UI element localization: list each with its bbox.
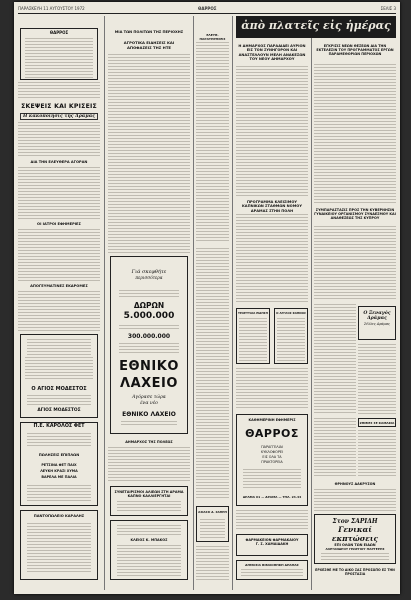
tharros-ad-line: ΠΑΡΑΓΓΕΛΙΑΙ xyxy=(261,445,283,449)
lottery-tag2: ένα νέο xyxy=(140,401,158,406)
article-heading: Η ΔΗΜΑΡΧΟΣ ΠΑΡΑΔΙΔΕΙ ΑΥΡΙΟΝ ΕΙΣ ΤΟΝ ΣΥΝΗΓΟΡΟΝ ΚΑΙ ΑΝΑΣΤΕΛΛΟΥΝ ΜΕΛΗ ΑΝΑΚΕΣΩΝ ΤΟΥ ΝΕΟΥ ΔΗΜΑΡΧΟΥ xyxy=(238,44,306,62)
article-heading: ΟΙ ΙΑΤΡΟΙ ΕΦΗΜΕΡΙΕΣ xyxy=(37,222,81,226)
column-2 xyxy=(108,16,190,590)
column-divider xyxy=(104,16,105,590)
ad-text xyxy=(239,318,267,362)
paper-name: ΘΑΡΡΟΣ xyxy=(198,6,217,11)
column-divider xyxy=(232,16,233,590)
lottery-brand1: ΕΘΝΙΚΟ xyxy=(119,359,179,374)
body-text xyxy=(314,64,396,204)
banner-title: ἀπὸ πλατεῖς εἰς ἡμέρας xyxy=(241,19,391,32)
pharmacy-title: ΦΑΡΜΑΚΕΙΟΝ ΦΑΡΜΑΚΑΙΟΥ xyxy=(245,538,299,542)
news-box xyxy=(236,308,270,364)
tharros-ad-head: ΚΑΘΗΜΕΡΙΝΗ ΕΦΗΜΕΡΙΣ xyxy=(248,418,296,422)
ad-title: ΠΑΝΤΟΠΩΛΕΙΟ ΚΑΡΑΛΗΣ xyxy=(33,514,85,518)
body-text xyxy=(236,510,308,530)
ad-text xyxy=(27,395,91,405)
body-text xyxy=(108,54,190,254)
ad-text xyxy=(27,485,91,503)
masthead-box xyxy=(20,28,98,80)
ad-text xyxy=(119,325,179,331)
article-heading: ΠΡΟΓΡΑΜΜΑ ΚΛΕΙΣΙΜΟΥ ΚΑΠΝΙΚΩΝ ΣΤΑΘΜΩΝ ΝΟΜΟΥ ΔΡΑΜΑΣ ΣΤΗΝ ΠΟΛΗ xyxy=(242,200,302,213)
article-heading: ΣΥΜΠΑΡΑΣΤΑΣΙΣ ΠΡΟΣ ΤΗΝ ΚΥΒΕΡΝΗΣΙΝ ΓΥΝΑΙΚΕΙΟΥ ΟΡΓΑΝΙΣΜΟΥ ΣΥΝΔΕΣΜΟΥ ΚΑΙ ΑΝΑΘΕΣΕΩΣ ΤΗΣ ΚΥΠΡΟΥ xyxy=(314,208,396,221)
xenagos-sub: Σέλλες Δράμας xyxy=(364,321,390,326)
notice-title: ΚΛΕΙΟΣ Κ. ΜΠΑΚΟΣ xyxy=(130,538,168,542)
body-text xyxy=(314,489,396,511)
saridis-owner: ΑΛΕΞΑΝΔΡΟΥ ΓΕΩΡΓΙΟΥ ΠΑΡΤΕΡΗΣ xyxy=(325,547,385,551)
pharmacy-ad xyxy=(236,534,308,556)
tharros-ad-line: ΕΙΣ ΟΛΑ ΤΑ xyxy=(262,455,282,459)
ad-text xyxy=(243,469,301,489)
ad-text xyxy=(277,318,305,362)
column-title: Η κακοποίησις της Δράμας xyxy=(20,113,98,120)
ad-title: Ο ΑΓΙΟΣ ΜΟΔΕΣΤΟΣ xyxy=(31,386,87,392)
ad-text xyxy=(119,343,179,355)
newspaper-page xyxy=(14,2,400,594)
ad-line: ΛΕΥΚΗ ΚΡΑΣΙ ΧΥΜΑ xyxy=(40,469,78,473)
body-text xyxy=(236,66,308,196)
body-text xyxy=(358,430,396,478)
ad-bottom xyxy=(20,510,98,580)
ad-text xyxy=(25,357,93,381)
news-box-title: ΤΕΛΕΥΤΑΙΑ ΕΙΔΗΣΗ xyxy=(238,311,268,315)
ad-text xyxy=(200,519,225,539)
lottery-tag1: Αγόρασε τώρα xyxy=(132,395,166,400)
lottery-line1: Γιά σκεφθήτε xyxy=(131,269,167,275)
tharros-ad xyxy=(236,414,308,506)
body-text xyxy=(314,418,356,478)
ad-line: ΡΕΤΣΙΝΑ ΦΕΤ ΠΑΙΧ xyxy=(41,463,77,467)
page-header xyxy=(18,5,396,13)
column-5 xyxy=(314,16,396,590)
body-text xyxy=(236,214,308,304)
ad-line: ΒΑΡΕΛΑ ΜΕ ΠΑΛΙΑ xyxy=(41,475,77,479)
ad-karolos xyxy=(20,422,98,506)
article-heading: ΔΗΜΑΡΧΟΣ ΤΗΣ ΠΟΛΕΩΣ xyxy=(125,440,173,444)
body-text xyxy=(314,226,396,300)
lottery-ad xyxy=(110,256,188,434)
ad-text xyxy=(121,421,177,427)
masthead-title: ΘΑΡΡΟΣ xyxy=(49,30,69,35)
lottery-total: 300.000.000 xyxy=(127,333,171,340)
xenagos-box xyxy=(358,306,396,340)
tharros-ad-line: ΚΥΚΛΟΦΟΡΕΙ xyxy=(260,450,284,454)
library-box xyxy=(236,560,308,580)
ad-text xyxy=(27,523,91,573)
section-box-title: ΖΗΜΙΕΣ ΣΕ ΚΑΜΑΚΙΑ xyxy=(359,421,395,425)
ad-footer: ΑΓΙΟΣ ΜΟΔΕΣΤΟΣ xyxy=(37,408,81,413)
article-heading: ΕΓΚΡΙΣΙΣ ΝΕΩΝ ΘΕΣΕΩΝ ΔΙΑ ΤΗΝ ΕΚΤΕΛΕΣΙΝ ΤΟΥ ΠΡΟΓΡΑΜΜΑΤΟΣ ΕΡΓΩΝ ΠΑΡΑΜΕΘΟΡΙΩΝ ΠΕΡΙΟΧΩΝ xyxy=(316,44,394,57)
ad-text xyxy=(27,433,91,447)
saridis-ad xyxy=(314,514,396,564)
column-divider xyxy=(311,16,312,590)
ad-text xyxy=(321,553,389,561)
body-text xyxy=(236,368,308,410)
pharmacy-name: Γ. Σ. ΧΑΜΑΙΔΑΚΗ xyxy=(255,542,289,546)
article-heading: ΑΠΟΓΕΥΜΑΤΙΝΕΣ ΕΚΔΡΟΜΕΣ xyxy=(30,284,88,288)
body-text xyxy=(108,447,190,483)
body-text xyxy=(18,82,100,100)
ad-subtitle: ΠΩΛΗΣΕΙΣ ΕΠΙΠΛΩΝ xyxy=(38,453,80,457)
coop-box xyxy=(110,486,188,516)
section-heading: ΣΚΕΨΕΙΣ ΚΑΙ ΚΡΙΣΕΙΣ xyxy=(21,103,97,110)
body-text xyxy=(18,229,100,281)
saridis-title: Στον ΣΑΡΙΔΗ xyxy=(332,518,378,525)
issue-date: ΠΑΡΑΣΚΕΥΗ 11 ΑΥΓΟΥΣΤΟΥ 1972 xyxy=(18,6,85,11)
news-box xyxy=(274,308,308,364)
body-text xyxy=(18,167,100,219)
article-heading: ΕΛΕΥΘ. ΠΑΡΑΤΗΡΗΣΕΙΣ xyxy=(199,33,226,41)
body-text xyxy=(358,344,396,414)
body-text xyxy=(196,248,229,498)
tharros-ad-line: ΠΡΑΚΤΟΡΕΙΑ xyxy=(261,460,283,464)
ad-text xyxy=(117,501,181,513)
small-ad-title: ΑΣΙΑΣΣΙ Δ. ΧΑΠΠΗ xyxy=(198,510,227,514)
section-box xyxy=(358,418,396,427)
xenagos-title: Ο Ξεναγός Δράμας xyxy=(363,311,391,322)
notice-box xyxy=(110,520,188,580)
article-heading: ΘΡΗΝΟΥΣ ΔΑΚΡΥΣΟΝ xyxy=(334,482,376,486)
lottery-brand2: ΛΑΧΕΙΟ xyxy=(120,376,178,391)
ad-title: Π.Ε. ΚΑΡΟΛΟΣ ΦΕΤ xyxy=(33,424,85,429)
article-heading: ΔΙΑ ΤΗΝ ΕΛΕΥΘΕΡΑ ΑΓΟΡΑΝ xyxy=(30,160,88,164)
lottery-doron: ΔΩΡΩΝ xyxy=(133,301,165,310)
column-4 xyxy=(236,16,308,590)
coop-title: ΣΥΝΕΤΑΙΡΙΣΜΟΙ ΑΛΙΕΩΝ ΣΤΗ ΔΡΑΜΑ xyxy=(114,490,184,494)
body-text xyxy=(18,291,100,331)
news-box-title: Ο ΑΓΓΛΟΣ ΚΑΠΝΟΣ xyxy=(276,311,306,315)
saridis-sale: Γενικαί εκπτώσεις xyxy=(331,525,379,543)
column-3 xyxy=(196,16,229,590)
header-rule xyxy=(18,13,396,14)
body-text xyxy=(196,546,229,580)
column-divider xyxy=(193,16,194,590)
ad-modestos xyxy=(20,334,98,418)
masthead-text xyxy=(25,38,93,78)
coop-line: ΚΑΠΝΟ ΚΑΛΛΙΕΡΓΗΤΑΙ xyxy=(127,494,171,498)
footer-heading: ΕΡΧΕΣΘΕ ΜΕ ΤΟ ΔΙΚΟ ΣΑΣ ΠΡΟΣΩΠΟ ΕΣ ΤΗΝ ΠΡΟΣΤΑΣΙΑ xyxy=(315,568,395,576)
ad-text xyxy=(117,545,181,577)
article-heading: ΜΙΑ ΤΩΝ ΠΟΛΙΤΩΝ ΤΗΣ ΠΕΡΙΟΧΗΣ xyxy=(114,30,184,34)
body-text xyxy=(314,304,356,414)
small-ad xyxy=(196,506,229,542)
ad-text xyxy=(241,569,303,578)
article-heading: ΑΓΡΟΤΙΚΑ ΕΙΔΗΣΕΙΣ ΚΑΙ ΑΠΟΦΑΣΕΙΣ ΤΗΣ ΗΤΕ xyxy=(123,40,175,51)
tharros-ad-title: ΘΑΡΡΟΣ xyxy=(245,427,299,440)
ad-text xyxy=(117,525,181,535)
tharros-ad-footer: ΔΡΑΜΑ 61 — ΔΡΑΜΑ — ΤΗΛ. 24-44 xyxy=(242,495,302,499)
ad-text xyxy=(119,290,179,298)
lottery-prize: 5.000.000 xyxy=(123,311,175,321)
saridis-line: ΕΠΙ ΟΛΩΝ ΤΩΝ ΕΙΔΩΝ xyxy=(334,543,376,547)
lottery-brand-small: ΕΘΝΙΚΟ ΛΑΧΕΙΟ xyxy=(122,411,176,418)
body-text xyxy=(18,122,100,158)
ad-text xyxy=(27,339,91,355)
column-1 xyxy=(18,16,100,590)
page-number: ΣΕΛΙΣ 3 xyxy=(380,6,396,11)
body-text xyxy=(196,42,229,242)
library-title: ΔΗΜΟΣΙΑ ΒΙΒΛΙΟΘΗΚΗ ΔΡΑΜΑΣ xyxy=(245,563,299,567)
lottery-line2: περισσότερα xyxy=(135,275,163,280)
